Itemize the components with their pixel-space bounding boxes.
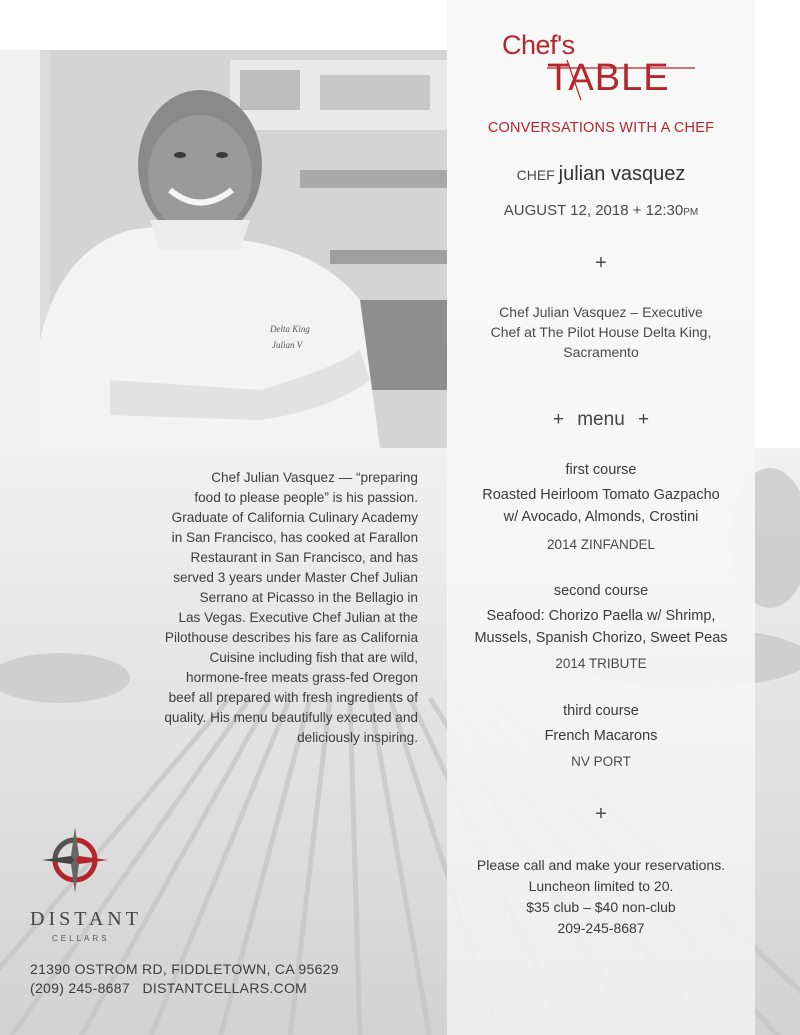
bio-line: Las Vegas. Executive Chef Julian at the: [178, 610, 418, 625]
chefs-table-logo: [447, 30, 755, 102]
bio-line: hormone-free meats grass-fed Oregon: [186, 670, 418, 685]
contact-line: (209) 245-8687 DISTANTCELLARS.COM: [30, 980, 308, 996]
course-dish-line: Seafood: Chorizo Paella w/ Shrimp,: [486, 608, 716, 624]
bio-line: Cuisine including fish that are wild,: [209, 650, 418, 665]
winery-address: [30, 960, 339, 998]
chef-photo: [0, 50, 447, 448]
divider-plus-2: +: [595, 803, 607, 825]
menu-heading: + menu +: [552, 409, 650, 430]
jacket-embroidery-line2: Julian V: [272, 340, 303, 350]
bio-line: Pilothouse describes his fare as California: [164, 630, 418, 645]
course-2-wine: 2014 TRIBUTE: [555, 656, 647, 671]
reservation-phone: 209-245-8687: [557, 920, 645, 936]
bio-line: food to please people” is his passion.: [194, 490, 418, 505]
event-date: [447, 202, 755, 219]
course-2-label: second course: [553, 583, 649, 599]
brand-name: DISTANT: [30, 908, 142, 930]
subtitle: CONVERSATIONS WITH A CHEF: [487, 120, 715, 136]
logo-table-text: TABLE: [547, 57, 670, 99]
chef-prefix: CHEF: [516, 167, 555, 183]
bio-line: served 3 years under Master Chef Julian: [173, 570, 418, 585]
chef-portrait-image: [0, 50, 447, 448]
chef-name-line: [447, 163, 755, 186]
chef-description: [447, 302, 755, 362]
bio-line: Serrano at Picasso in the Bellagio in: [199, 590, 418, 605]
course-1-label: first course: [565, 462, 637, 478]
bio-line: Chef Julian Vasquez — “preparing: [211, 470, 418, 485]
address-line: 21390 OSTROM RD, FIDDLETOWN, CA 95629: [30, 961, 339, 977]
bio-line: beef all prepared with fresh ingredients of: [168, 690, 418, 705]
bio-line: in San Francisco, has cooked at Farallon: [171, 530, 418, 545]
course-1-wine: 2014 ZINFANDEL: [546, 537, 656, 552]
course-2-dish: [447, 605, 755, 649]
jacket-embroidery-line1: Delta King: [270, 324, 310, 334]
event-date-text: AUGUST 12, 2018 + 12:30: [503, 202, 684, 219]
bio-line: deliciously inspiring.: [297, 730, 418, 745]
reservation-limit: Luncheon limited to 20.: [528, 878, 674, 894]
course-3-label: third course: [563, 703, 639, 719]
chef-bio: [120, 468, 418, 748]
chef-description-line: Sacramento: [563, 344, 639, 360]
bio-line: Restaurant in San Francisco, and has: [190, 550, 418, 565]
bio-line: quality. His menu beautifully executed and: [164, 710, 418, 725]
divider-plus-1: +: [595, 252, 607, 274]
course-dish-line: Roasted Heirloom Tomato Gazpacho: [482, 487, 720, 503]
logo-chefs-text: Chef's: [502, 30, 575, 60]
course-dish-line: Mussels, Spanish Chorizo, Sweet Peas: [474, 630, 728, 646]
reservation-line: Please call and make your reservations.: [476, 857, 726, 873]
reservation-info: [447, 855, 755, 939]
compass-logo-icon: [40, 825, 110, 895]
brand-sub: CELLARS: [52, 934, 110, 943]
course-1-dish: [447, 484, 755, 528]
bio-line: Graduate of California Culinary Academy: [171, 510, 418, 525]
chef-description-line: Chef Julian Vasquez – Executive: [499, 304, 703, 320]
chef-description-line: Chef at The Pilot House Delta King,: [490, 324, 712, 340]
reservation-pricing: $35 club – $40 non-club: [526, 899, 676, 915]
event-ampm: PM: [683, 207, 699, 218]
course-3-wine: NV PORT: [571, 754, 631, 769]
course-dish-line: w/ Avocado, Almonds, Crostini: [503, 509, 699, 525]
course-3-dish: [447, 725, 755, 747]
chef-name: julian vasquez: [558, 163, 686, 185]
course-dish-line: French Macarons: [544, 728, 658, 744]
